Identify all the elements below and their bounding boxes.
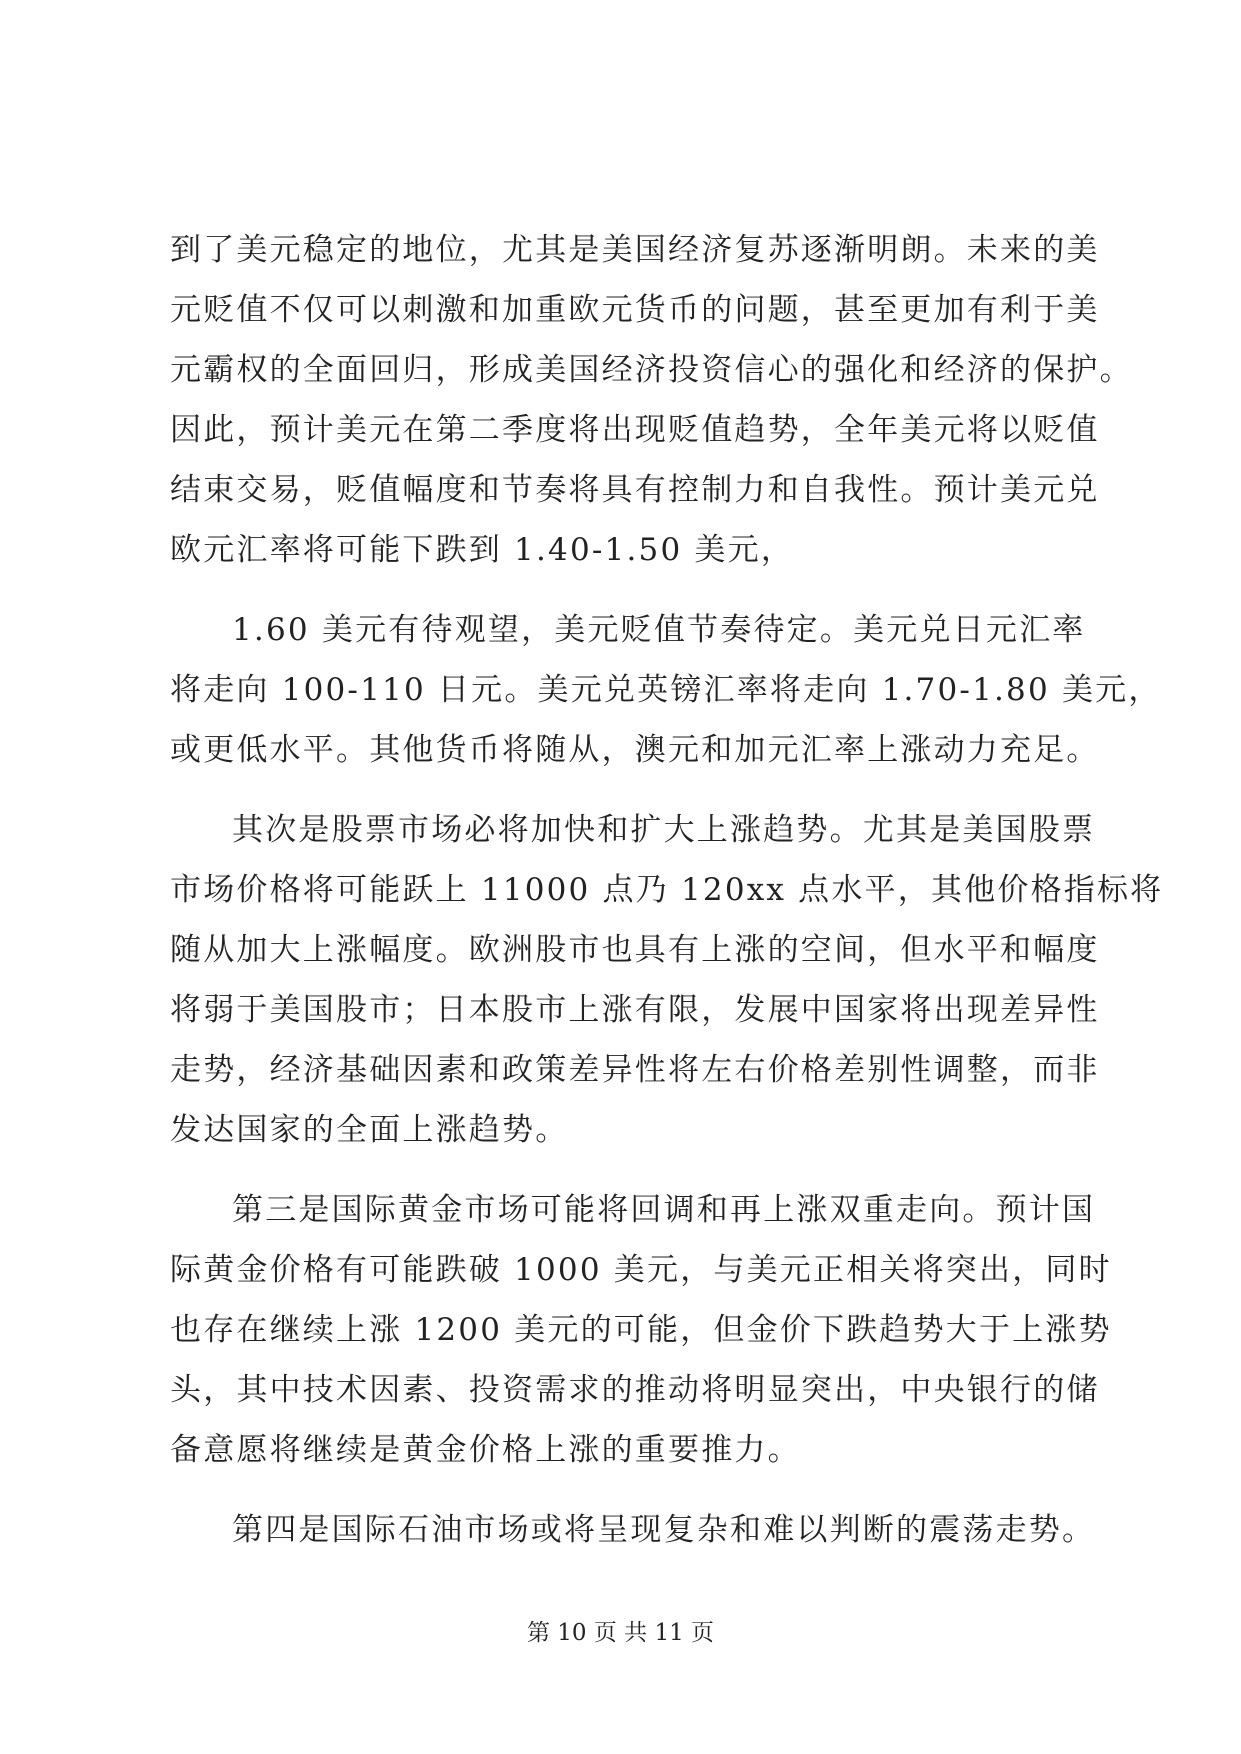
- text-line: 将弱于美国股市；日本股市上涨有限，发展中国家将出现差异性: [170, 992, 1100, 1028]
- text-line: 欧元汇率将可能下跌到 1.40-1.50 美元，: [170, 532, 795, 568]
- paragraph-first-line: 第三是国际黄金市场可能将回调和再上涨双重走向。预计国: [232, 1192, 1096, 1228]
- paragraph-first-line: 第四是国际石油市场或将呈现复杂和难以判断的震荡走势。: [232, 1512, 1096, 1548]
- text-line: 元霸权的全面回归，形成美国经济投资信心的强化和经济的保护。: [170, 352, 1133, 388]
- text-line: 元贬值不仅可以刺激和加重欧元货币的问题，甚至更加有利于美: [170, 292, 1100, 328]
- text-line: 将走向 100-110 日元。美元兑英镑汇率将走向 1.70-1.80 美元，: [170, 672, 1162, 708]
- text-line: 发达国家的全面上涨趋势。: [170, 1112, 569, 1148]
- paragraph-first-line: 1.60 美元有待观望，美元贬值节奏待定。美元兑日元汇率: [232, 612, 1086, 648]
- text-line: 市场价格将可能跃上 11000 点乃 120xx 点水平，其他价格指标将: [170, 872, 1164, 908]
- text-line: 际黄金价格有可能跌破 1000 美元，与美元正相关将突出，同时: [170, 1252, 1112, 1288]
- paragraph-first-line: 其次是股票市场必将加快和扩大上涨趋势。尤其是美国股票: [232, 812, 1096, 848]
- text-line: 或更低水平。其他货币将随从，澳元和加元汇率上涨动力充足。: [170, 732, 1100, 768]
- text-line: 也存在继续上涨 1200 美元的可能，但金价下跌趋势大于上涨势: [170, 1312, 1112, 1348]
- text-line: 备意愿将继续是黄金价格上涨的重要推力。: [170, 1432, 801, 1468]
- text-line: 到了美元稳定的地位，尤其是美国经济复苏逐渐明朗。未来的美: [170, 232, 1100, 268]
- text-line: 因此，预计美元在第二季度将出现贬值趋势，全年美元将以贬值: [170, 412, 1100, 448]
- text-line: 随从加大上涨幅度。欧洲股市也具有上涨的空间，但水平和幅度: [170, 932, 1100, 968]
- page-number-footer: 第 10 页 共 11 页: [526, 1620, 715, 1646]
- text-line: 结束交易，贬值幅度和节奏将具有控制力和自我性。预计美元兑: [170, 472, 1100, 508]
- text-line: 头，其中技术因素、投资需求的推动将明显突出，中央银行的储: [170, 1372, 1100, 1408]
- text-line: 走势，经济基础因素和政策差异性将左右价格差别性调整，而非: [170, 1052, 1100, 1088]
